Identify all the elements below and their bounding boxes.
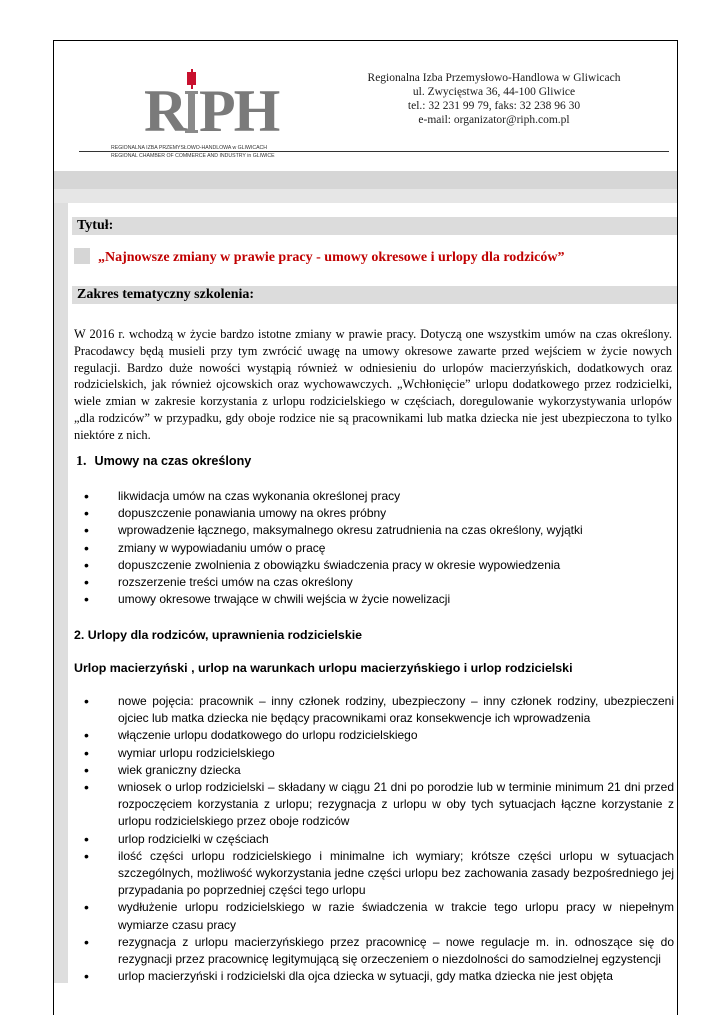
intro-section <box>74 326 672 444</box>
org-email[interactable]: e-mail: organizator@riph.com.pl <box>418 114 570 126</box>
section1-number: 1. <box>76 454 87 469</box>
riph-logo <box>106 69 296 169</box>
org-phone: tel.: 32 231 99 79, faks: 32 238 96 30 <box>407 100 581 112</box>
document-page <box>53 40 678 1015</box>
list-item: • likwidacja umów na czas wykonania określonej pracy <box>84 488 674 505</box>
section1-list <box>84 488 674 608</box>
list-item: • rozszerzenie treści umów na czas określony <box>84 574 674 591</box>
org-name: Regionalna Izba Przemysłowo-Handlowa w Gliwicach <box>367 72 621 84</box>
section1-heading <box>76 454 251 470</box>
section1-title: Umowy na czas określony <box>94 454 252 468</box>
list-item: • dopuszczenie zwolnienia z obowiązku świadczenia pracy w okresie wypowiedzenia <box>84 557 674 574</box>
org-address: ul. Zwycięstwa 36, 44-100 Gliwice <box>412 86 576 98</box>
list-item: • zmiany w wypowiadaniu umów o pracę <box>84 540 674 557</box>
list-item: • umowy okresowe trwające w chwili wejścia w życie nowelizacji <box>84 591 674 608</box>
logo-subtitle-en: REGIONAL CHAMBER OF COMMERCE AND INDUSTRY in GLIWICE <box>111 153 275 159</box>
list-item: • wniosek o urlop rodzicielski – składany w ciągu 21 dni po porodzie lub w terminie minimum 21 dni przed rozpoczęciem korzystania z urlopu; rezygnacja z urlopu w oby tych sytuacjach łączne korzystanie z urlopu rodzicielskiego przez oboje rodziców <box>84 779 674 831</box>
list-item: • urlop macierzyński i rodzicielski dla ojca dziecka w sytuacji, gdy matka dziecka nie jest objęta <box>84 968 674 985</box>
grey-band <box>54 171 677 189</box>
list-item: • ilość części urlopu rodzicielskiego i minimalne ich wymiary; krótsze części urlopu w sytuacjach szczególnych, możliwość wykorzystania jedne części urlopu bez zachowania zasady bezpośredniego jej przypadania po poprzedniej części tego urlopu <box>84 848 674 900</box>
title-label-bar: Tytuł: <box>72 217 677 235</box>
training-title <box>74 248 565 266</box>
title-marker-square <box>74 248 90 264</box>
header-divider <box>79 151 669 152</box>
list-item: • wymiar urlopu rodzicielskiego <box>84 745 674 762</box>
section3-list <box>84 693 674 985</box>
scope-label-bar: Zakres tematyczny szkolenia: <box>72 286 677 304</box>
list-item: • nowe pojęcia: pracownik – inny członek rodziny, ubezpieczony – inny członek rodziny, ubezpieczeni ojciec lub matka dziecka nie będący pracownikami oraz konsekwencje ich wprowadzenia <box>84 693 674 727</box>
grey-band-light <box>54 189 677 203</box>
letterhead <box>54 41 677 191</box>
logo-subtitle-pl: REGIONALNA IZBA PRZEMYSŁOWO-HANDLOWA w GLIWICACH <box>111 145 268 151</box>
list-item: • wiek graniczny dziecka <box>84 762 674 779</box>
intro-paragraph: W 2016 r. wchodzą w życie bardzo istotne zmiany w prawie pracy. Dotyczą one wszystkim umów na czas określony. Pracodawcy będą musieli przy tym zwrócić uwagę na umowy okresowe zawarte przed wejściem w życie nowych regulacji. Bardzo duże nowości wystąpią również w odniesieniu do urlopów macierzyńskich, dodatkowych oraz rodzicielskich, jak również ojcowskich oraz wychowawczych. „Wchłonięcie” urlopu dodatkowego przez rodzicielki, wiele zmian w zakresie korzystania z urlopu rodzicielskiego w częściach, doregulowanie wykorzystywania urlopów „dla rodziców” w przypadku, gdy oboje rodzice nie są pracownikami lub matka dziecka nie jest ubezpieczona to tylko niektóre z nich. <box>74 327 672 442</box>
list-item: • dopuszczenie ponawiania umowy na okres próbny <box>84 505 674 522</box>
section3-heading: Urlop macierzyński , urlop na warunkach urlopu macierzyńskiego i urlop rodzicielski <box>74 661 573 675</box>
list-item: • wydłużenie urlopu rodzicielskiego w razie świadczenia w trakcie tego urlopu pracy w niepełnym wymiarze czasu pracy <box>84 899 674 933</box>
left-margin-bar <box>54 203 68 983</box>
section2-heading: 2. Urlopy dla rodziców, uprawnienia rodzicielskie <box>74 628 363 642</box>
training-title-text: „Najnowsze zmiany w prawie pracy - umowy okresowe i urlopy dla rodziców” <box>98 250 565 265</box>
list-item: • urlop rodzicielki w częściach <box>84 831 674 848</box>
list-item: • rezygnacja z urlopu macierzyńskiego przez pracownicę – nowe regulacje m. in. odnoszące się do rezygnacji przez pracownicę legitymującą się orzeczeniem o niezdolności do samodzielnej egzystencji <box>84 934 674 968</box>
list-item: • włączenie urlopu dodatkowego do urlopu rodzicielskiego <box>84 727 674 744</box>
organization-contact <box>329 71 659 127</box>
svg-text:PH: PH <box>199 78 279 144</box>
svg-text:R: R <box>144 78 186 144</box>
list-item: • wprowadzenie łącznego, maksymalnego okresu zatrudnienia na czas określony, wyjątki <box>84 522 674 539</box>
